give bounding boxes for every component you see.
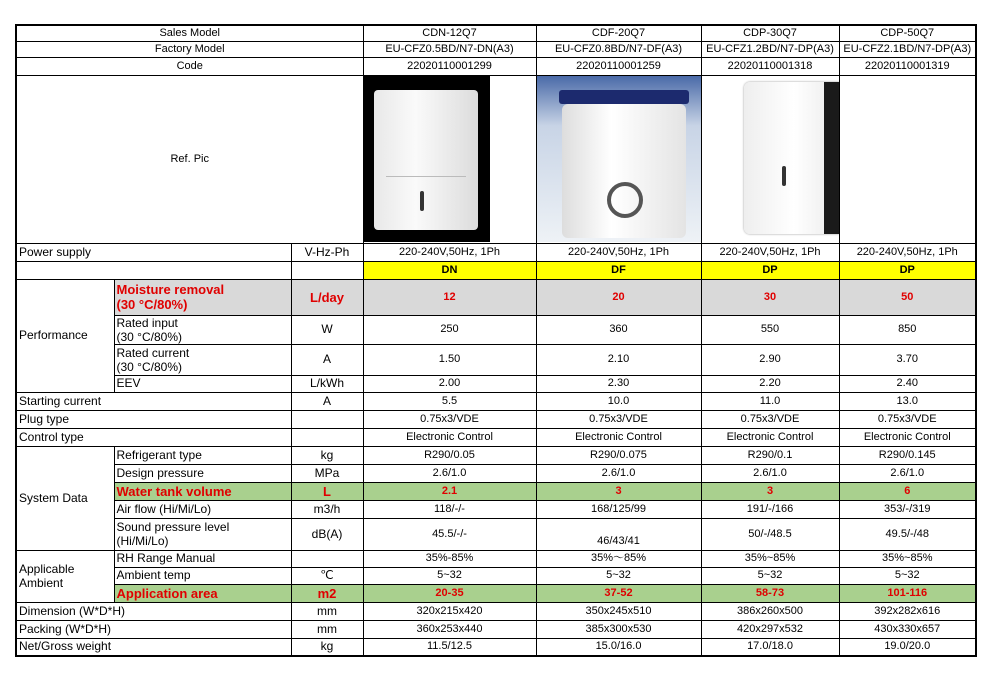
value-cell: 101-116 [839,584,976,602]
code-label: Code [16,57,363,75]
moisture-removal-row [16,279,976,315]
row-unit: mm [291,602,363,620]
series-row [16,261,976,279]
value-cell: 220-240V,50Hz, 1Ph [701,243,839,261]
value-cell: 3 [536,482,701,500]
series-badge: DN [363,261,536,279]
row-unit: m3/h [291,500,363,518]
row-unit: L/day [291,279,363,315]
row-label-sub: (30 °C/80%) [116,329,182,344]
factory-model-cell: EU-CFZ0.5BD/N7-DN(A3) [363,41,536,57]
row-unit: dB(A) [291,518,363,550]
air-flow-row [16,500,976,518]
starting-current-row [16,392,976,410]
row-unit: L [291,482,363,500]
row-label: Control type [16,428,291,446]
row-label: Starting current [16,392,291,410]
row-label: Ambient temp [114,567,291,584]
design-pressure-row [16,464,976,482]
value-cell: 250 [363,315,536,344]
application-area-row [16,584,976,602]
sales-model-cell: CDN-12Q7 [363,25,536,41]
value-cell: 2.90 [701,344,839,375]
rh-range-row [16,550,976,567]
row-unit: A [291,392,363,410]
row-unit: kg [291,638,363,656]
value-cell: 5~32 [701,567,839,584]
value-cell: 191/-/166 [701,500,839,518]
factory-model-cell: EU-CFZ1.2BD/N7-DP(A3) [701,41,839,57]
row-label: RH Range Manual [114,550,291,567]
series-badge: DP [839,261,976,279]
row-label: Water tank volume [114,482,291,500]
code-cell: 22020110001299 [363,57,536,75]
ref-pic-label: Ref. Pic [16,75,363,243]
value-cell: 10.0 [536,392,701,410]
value-cell: 37-52 [536,584,701,602]
value-cell: 2.6/1.0 [536,464,701,482]
row-label: Dimension (W*D*H) [16,602,291,620]
value-cell: 35%~85% [701,550,839,567]
row-unit: kg [291,446,363,464]
value-cell: 50 [839,279,976,315]
row-label: EEV [114,375,291,392]
group-applicable-ambient: Applicable [19,562,75,576]
value-cell: 11.0 [701,392,839,410]
value-cell: 392x282x616 [839,602,976,620]
value-cell: 850 [839,315,976,344]
water-tank-row [16,482,976,500]
value-cell: 430x330x657 [839,620,976,638]
factory-model-row [16,41,976,57]
row-unit: W [291,315,363,344]
sales-model-label: Sales Model [16,25,363,41]
row-unit: A [291,344,363,375]
value-cell: 0.75x3/VDE [536,410,701,428]
value-cell: Electronic Control [839,428,976,446]
value-cell: 5.5 [363,392,536,410]
plug-type-row [16,410,976,428]
row-unit: mm [291,620,363,638]
sales-model-cell: CDF-20Q7 [536,25,701,41]
value-cell: R290/0.05 [363,446,536,464]
row-label: Net/Gross weight [16,638,291,656]
value-cell: 0.75x3/VDE [701,410,839,428]
value-cell: 0.75x3/VDE [363,410,536,428]
value-cell: 2.30 [536,375,701,392]
row-label: Power supply [16,243,291,261]
value-cell: 360x253x440 [363,620,536,638]
product-image-cdp-30q7 [701,75,839,243]
group-performance: Performance [16,279,114,392]
dimension-row [16,602,976,620]
group-system-data: System Data [16,446,114,550]
row-label-sub: (Hi/Mi/Lo) [116,534,169,548]
value-cell: 2.40 [839,375,976,392]
value-cell: 5~32 [839,567,976,584]
refrigerant-row [16,446,976,464]
value-cell: 2.1 [363,482,536,500]
value-cell: 5~32 [363,567,536,584]
factory-model-cell: EU-CFZ0.8BD/N7-DF(A3) [536,41,701,57]
value-cell: 15.0/16.0 [536,638,701,656]
value-cell: 2.00 [363,375,536,392]
sales-model-cell: CDP-50Q7 [839,25,976,41]
value-cell: 13.0 [839,392,976,410]
value-cell: 6 [839,482,976,500]
value-cell: 360 [536,315,701,344]
series-badge: DP [701,261,839,279]
row-unit: m2 [291,584,363,602]
value-cell: 50/-/48.5 [701,518,839,550]
value-cell: 550 [701,315,839,344]
value-cell: 220-240V,50Hz, 1Ph [363,243,536,261]
value-cell: 2.6/1.0 [701,464,839,482]
product-image-placeholder [839,75,976,243]
row-unit: L/kWh [291,375,363,392]
value-cell: 35%-85% [363,550,536,567]
row-label: Rated input [116,315,178,330]
value-cell: 0.75x3/VDE [839,410,976,428]
value-cell: 2.6/1.0 [363,464,536,482]
code-row [16,57,976,75]
code-cell: 22020110001259 [536,57,701,75]
value-cell: 320x215x420 [363,602,536,620]
value-cell: 168/125/99 [536,500,701,518]
value-cell: 45.5/-/- [363,518,536,550]
product-image-cdf-20q7 [536,75,701,243]
value-cell: 2.6/1.0 [839,464,976,482]
value-cell: 46/43/41 [536,518,701,550]
value-cell: Electronic Control [536,428,701,446]
value-cell: Electronic Control [701,428,839,446]
value-cell: 386x260x500 [701,602,839,620]
row-label: Sound pressure level [116,520,230,534]
weight-row [16,638,976,656]
row-label: Packing (W*D*H) [16,620,291,638]
value-cell: 1.50 [363,344,536,375]
value-cell: 11.5/12.5 [363,638,536,656]
code-cell: 22020110001318 [701,57,839,75]
sales-model-cell: CDP-30Q7 [701,25,839,41]
series-badge: DF [536,261,701,279]
value-cell: 30 [701,279,839,315]
value-cell: 118/-/- [363,500,536,518]
factory-model-cell: EU-CFZ2.1BD/N7-DP(A3) [839,41,976,57]
value-cell: 58-73 [701,584,839,602]
packing-row [16,620,976,638]
value-cell: 20-35 [363,584,536,602]
rated-current-row [16,344,976,375]
code-cell: 22020110001319 [839,57,976,75]
row-label: Application area [114,584,291,602]
value-cell: 19.0/20.0 [839,638,976,656]
factory-model-label: Factory Model [16,41,363,57]
control-type-row [16,428,976,446]
value-cell: R290/0.1 [701,446,839,464]
value-cell: 420x297x532 [701,620,839,638]
row-unit: V-Hz-Ph [291,243,363,261]
row-unit: ℃ [291,567,363,584]
sales-model-row [16,25,976,41]
row-label: Plug type [16,410,291,428]
value-cell: 12 [363,279,536,315]
value-cell: 49.5/-/48 [839,518,976,550]
product-image-cdn-12q7 [363,75,536,243]
row-label-sub: (30 °C/80%) [116,359,182,374]
value-cell: 5~32 [536,567,701,584]
ambient-temp-row [16,567,976,584]
eev-row [16,375,976,392]
row-label: Moisture removal [116,282,225,297]
row-label-sub: (30 °C/80%) [116,297,188,312]
value-cell: 353/-/319 [839,500,976,518]
value-cell: 35%～85% [536,550,701,567]
row-unit: MPa [291,464,363,482]
value-cell: 2.10 [536,344,701,375]
value-cell: 385x300x530 [536,620,701,638]
value-cell: R290/0.145 [839,446,976,464]
value-cell: 220-240V,50Hz, 1Ph [536,243,701,261]
power-supply-row [16,243,976,261]
rated-input-row [16,315,976,344]
value-cell: 350x245x510 [536,602,701,620]
value-cell: 17.0/18.0 [701,638,839,656]
sound-pressure-row [16,518,976,550]
value-cell: Electronic Control [363,428,536,446]
row-label: Rated current [116,345,190,360]
group-applicable-ambient-2: Ambient [19,576,64,590]
value-cell: 3.70 [839,344,976,375]
value-cell: R290/0.075 [536,446,701,464]
ref-pic-row [16,75,976,243]
row-label: Design pressure [114,464,291,482]
value-cell: 20 [536,279,701,315]
spec-table [15,24,977,657]
value-cell: 2.20 [701,375,839,392]
value-cell: 3 [701,482,839,500]
value-cell: 35%~85% [839,550,976,567]
value-cell: 220-240V,50Hz, 1Ph [839,243,976,261]
row-label: Refrigerant type [114,446,291,464]
row-label: Air flow (Hi/Mi/Lo) [114,500,291,518]
